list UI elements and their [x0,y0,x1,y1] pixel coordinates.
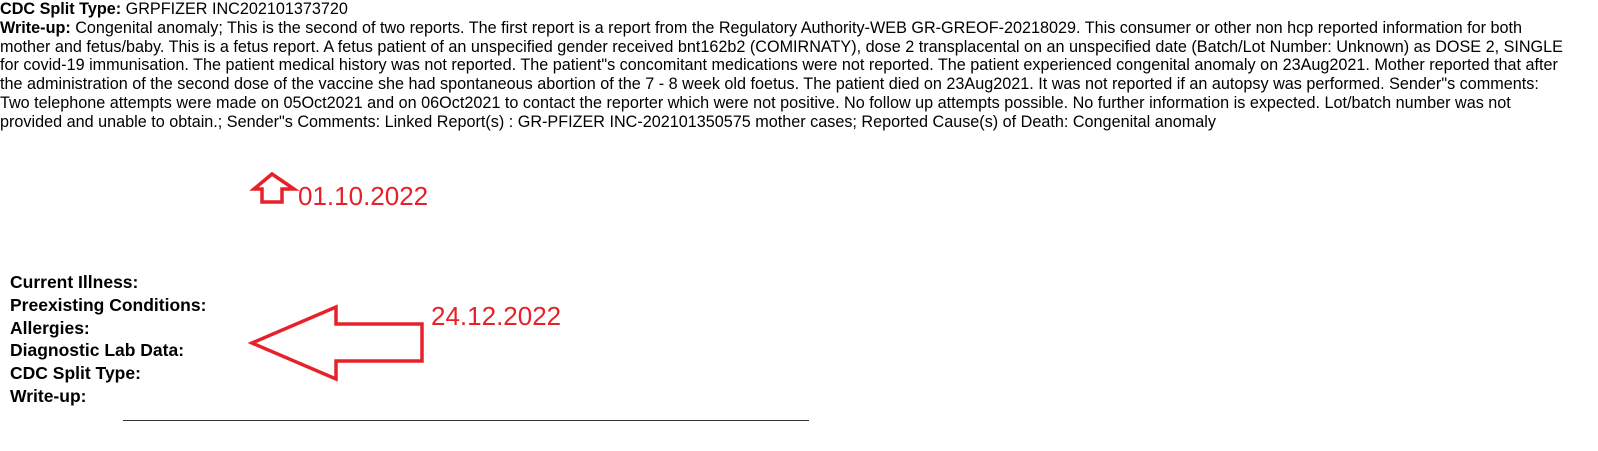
field-list [10,271,206,408]
split-type-label: CDC Split Type: [0,0,122,18]
annotation-date-2: 24.12.2022 [431,301,562,331]
divider-line [123,420,809,421]
field-cdc-split-type: CDC Split Type: [10,363,141,384]
split-type-value: GRPFIZER INC202101373720 [125,0,348,18]
field-preexisting-conditions: Preexisting Conditions: [10,294,207,315]
writeup-text: Congenital anomaly; This is the second of two reports. The first report is a report from the Regulatory Authority-WEB GR-GREOF-20218029. This consumer or other non hcp reported information for both mother and fetus/baby. This is a fetus report. A fetus patient of an unspecified gender received bnt162b2 (COMIRNATY), dose 2 transplacental on an unspecified date (Batch/Lot Number: Unknown) as DOSE 2, SINGLE for covid-19 immunisation. The patient medical history was not reported. The patient"s concomitant medications were not reported. The patient experienced congenital anomaly on 23Aug2021. Mother reported that after the administration of the second dose of the vaccine she had spontaneous abortion of the 7 - 8 week old foetus. The patient died on 23Aug2021. It was not reported if an autopsy was performed. Sender"s comments: Two telephone attempts were made on 05Oct2021 and on 06Oct2021 to contact the reporter which were not positive. No follow up attempts possible. No further information is expected. Lot/batch number was not provided and unable to obtain.; Sender"s Comments: Linked Report(s) : GR-PFIZER INC-202101350575 mother cases; Reported Cause(s) of Death: Congenital anomaly [0,18,1563,131]
report-block [0,0,1568,132]
field-allergies: Allergies: [10,317,90,338]
field-writeup: Write-up: [10,385,87,406]
writeup-label: Write-up: [0,18,71,37]
up-arrow-icon [252,172,298,204]
annotation-date-1: 01.10.2022 [298,181,429,211]
field-diagnostic-lab-data: Diagnostic Lab Data: [10,340,185,361]
field-current-illness: Current Illness: [10,272,139,292]
left-arrow-icon [248,305,428,383]
